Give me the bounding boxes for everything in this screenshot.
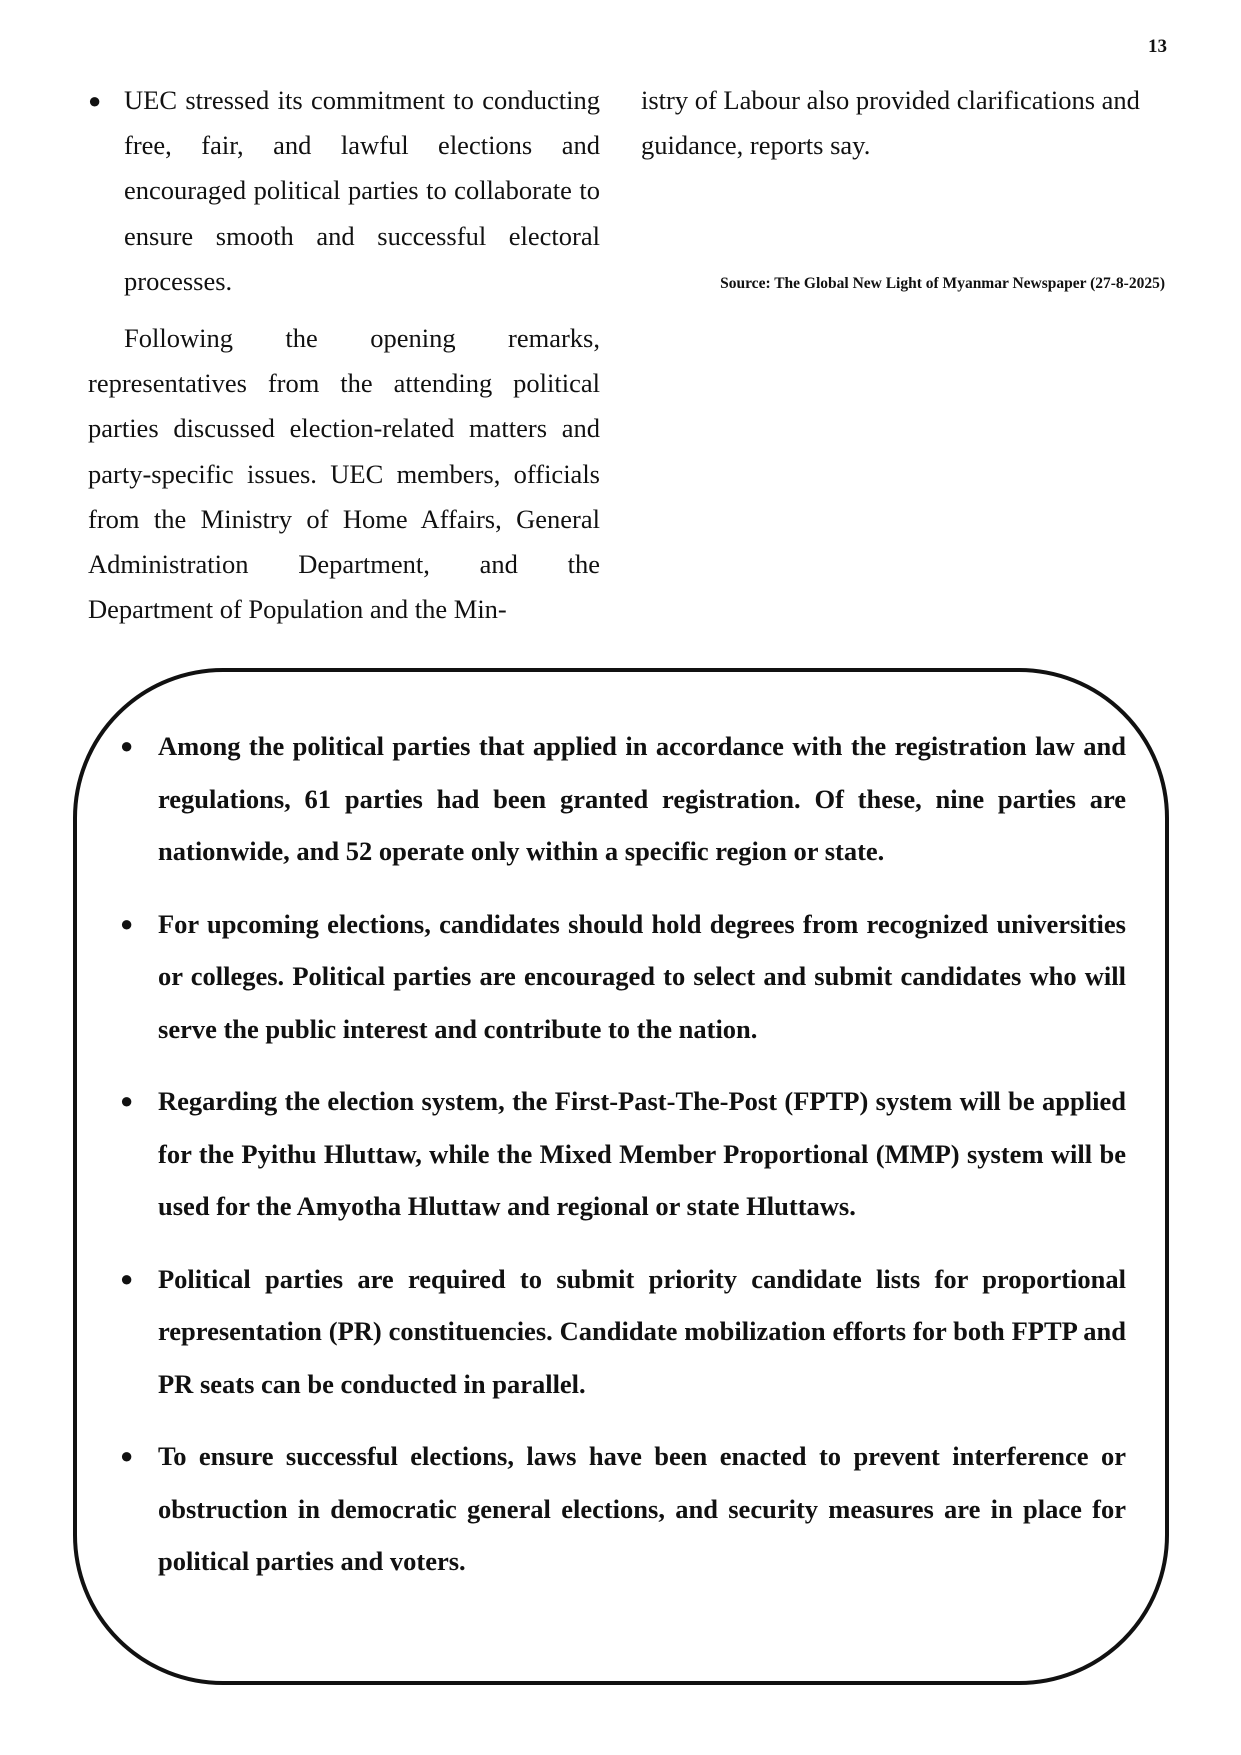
right-column	[641, 78, 1163, 168]
highlight-item	[120, 720, 1126, 878]
source-citation: Source: The Global New Light of Myanmar Newspaper (27-8-2025)	[720, 275, 1165, 292]
bullet-icon: ●	[120, 910, 134, 936]
highlight-item-text: Regarding the election system, the First-Past-The-Post (FPTP) system will be applied for the Pyithu Hluttaw, while the Mixed Member Proportional (MMP) system will be used for the Amyotha Hluttaw and regional or state Hluttaws.	[158, 1086, 1126, 1221]
left-column	[88, 78, 600, 632]
highlight-item-text: Political parties are required to submit priority candidate lists for proportional representation (PR) constituencies. Candidate mobilization efforts for both FPTP and PR seats can be conducted in parallel.	[158, 1263, 1126, 1399]
highlight-item	[120, 1430, 1126, 1588]
highlight-item	[120, 1075, 1126, 1233]
highlight-item	[120, 1253, 1126, 1411]
right-column-text: istry of Labour also provided clarifications and guidance, reports say.	[641, 85, 1140, 161]
page-number: 13	[1148, 36, 1167, 57]
highlight-item-text: To ensure successful elections, laws have been enacted to prevent interference or obstruction in democratic general elections, and security measures are in place for political parties and voters.	[158, 1441, 1126, 1576]
highlight-item-text: For upcoming elections, candidates should hold degrees from recognized universities or colleges. Political parties are encouraged to select and submit candidates who will serve the public interest and contribute to the nation.	[158, 908, 1126, 1044]
bullet-icon: ●	[120, 1088, 134, 1113]
bullet-icon: ●	[120, 1265, 134, 1291]
left-bullet-text: UEC stressed its commitment to conducting free, fair, and lawful elections and encouraged political parties to collaborate to ensure smooth and successful electoral processes.	[124, 85, 600, 296]
bullet-icon: ●	[120, 733, 134, 758]
bullet-icon: ●	[88, 88, 102, 113]
highlight-box-list	[120, 720, 1126, 1608]
left-bullet-item	[88, 78, 600, 304]
bullet-icon: ●	[120, 1443, 134, 1468]
highlight-item-text: Among the political parties that applied in accordance with the registration law and regulations, 61 parties had been granted registration. Of these, nine parties are nationwide, and 52 operate only within a specific region or state.	[158, 731, 1126, 866]
highlight-item	[120, 898, 1126, 1056]
left-paragraph: Following the opening remarks, representatives from the attending political parties discussed election-related matters and party-specific issues. UEC members, officials from the Ministry of Home Affairs, General Administration Department, and the Department of Population and the Min-	[88, 323, 600, 625]
